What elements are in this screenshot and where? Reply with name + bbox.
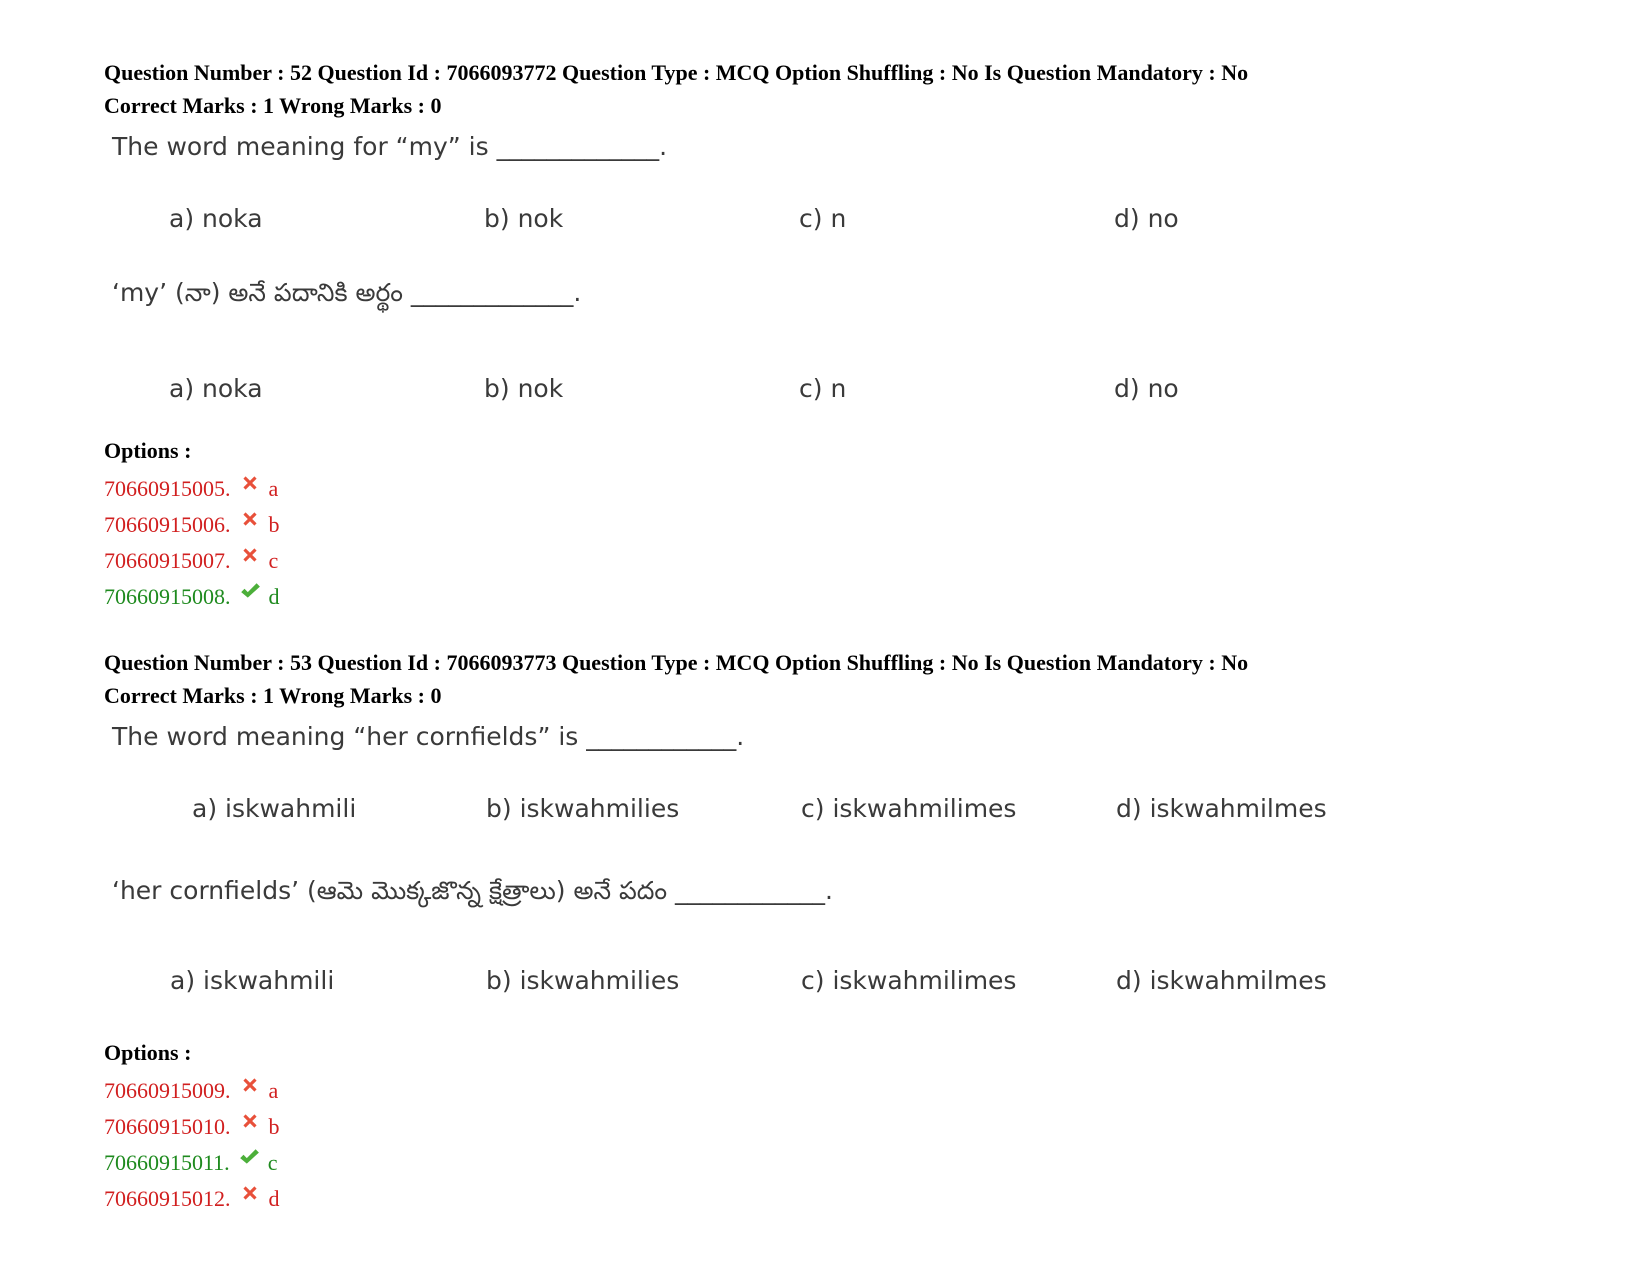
choice-a: a) noka: [169, 374, 263, 403]
cross-icon: [239, 508, 261, 530]
choice-d: d) no: [1114, 204, 1179, 233]
cross-icon: [239, 1182, 261, 1204]
option-row: [104, 1182, 280, 1216]
option-id: 70660915009.: [104, 1078, 231, 1103]
check-icon: [238, 1146, 260, 1168]
choice-c: c) n: [799, 374, 847, 403]
choice-a: a) iskwahmili: [170, 966, 335, 995]
check-icon: [239, 580, 261, 602]
choice-a: a) noka: [169, 204, 263, 233]
question-block-53: [104, 646, 1564, 1226]
marks-line: Correct Marks : 1 Wrong Marks : 0: [104, 93, 442, 118]
question-stem-english: The word meaning for “my” is _____________.: [112, 132, 668, 161]
choice-b: b) iskwahmilies: [486, 966, 680, 995]
choice-row-telugu: [104, 966, 1564, 1002]
option-row: [104, 1074, 278, 1108]
choice-a: a) iskwahmili: [192, 794, 357, 823]
option-row: [104, 544, 278, 578]
question-meta-line: Question Number : 53 Question Id : 7066093773 Question Type : MCQ Option Shuffling : No Is Question Mandatory : No: [104, 650, 1249, 675]
choice-d: d) no: [1114, 374, 1179, 403]
option-label: a: [268, 1078, 279, 1103]
choice-row-telugu: [104, 374, 1564, 410]
option-id: 70660915011.: [104, 1150, 230, 1175]
choice-b: b) iskwahmilies: [486, 794, 680, 823]
choice-d: d) iskwahmilmes: [1116, 794, 1327, 823]
options-heading: Options :: [104, 1040, 192, 1065]
choice-c: c) n: [799, 204, 847, 233]
option-label: a: [268, 476, 279, 501]
option-id: 70660915010.: [104, 1114, 231, 1139]
choice-c: c) iskwahmilimes: [801, 794, 1017, 823]
option-label: d: [268, 1186, 280, 1211]
option-label: c: [268, 548, 279, 573]
question-block-52: [104, 56, 1564, 616]
choice-d: d) iskwahmilmes: [1116, 966, 1327, 995]
cross-icon: [239, 472, 261, 494]
choice-row-english: [104, 204, 1564, 240]
choice-c: c) iskwahmilimes: [801, 966, 1017, 995]
option-label: c: [267, 1150, 278, 1175]
option-label: b: [268, 512, 280, 537]
question-stem-english: The word meaning “her cornfields” is ____________.: [112, 722, 745, 751]
cross-icon: [239, 1074, 261, 1096]
option-id: 70660915007.: [104, 548, 231, 573]
option-label: b: [268, 1114, 280, 1139]
option-id: 70660915005.: [104, 476, 231, 501]
marks-line: Correct Marks : 1 Wrong Marks : 0: [104, 683, 442, 708]
option-row: [104, 472, 278, 506]
option-row: [104, 1146, 277, 1180]
choice-row-english: [104, 794, 1564, 830]
option-row: [104, 580, 280, 614]
choice-b: b) nok: [484, 374, 564, 403]
option-id: 70660915006.: [104, 512, 231, 537]
options-heading: Options :: [104, 438, 192, 463]
option-label: d: [268, 584, 280, 609]
option-row: [104, 1110, 280, 1144]
question-meta-line: Question Number : 52 Question Id : 7066093772 Question Type : MCQ Option Shuffling : No Is Question Mandatory : No: [104, 60, 1249, 85]
question-stem-telugu: ‘my’ (నా) అనే పదానికి అర్థం _____________.: [112, 278, 582, 307]
option-row: [104, 508, 280, 542]
cross-icon: [239, 544, 261, 566]
option-id: 70660915012.: [104, 1186, 231, 1211]
question-stem-telugu: ‘her cornfields’ (ఆమె మొక్కజొన్న క్షేత్రాలు) అనే పదం ____________.: [112, 876, 833, 905]
option-id: 70660915008.: [104, 584, 231, 609]
choice-b: b) nok: [484, 204, 564, 233]
cross-icon: [239, 1110, 261, 1132]
